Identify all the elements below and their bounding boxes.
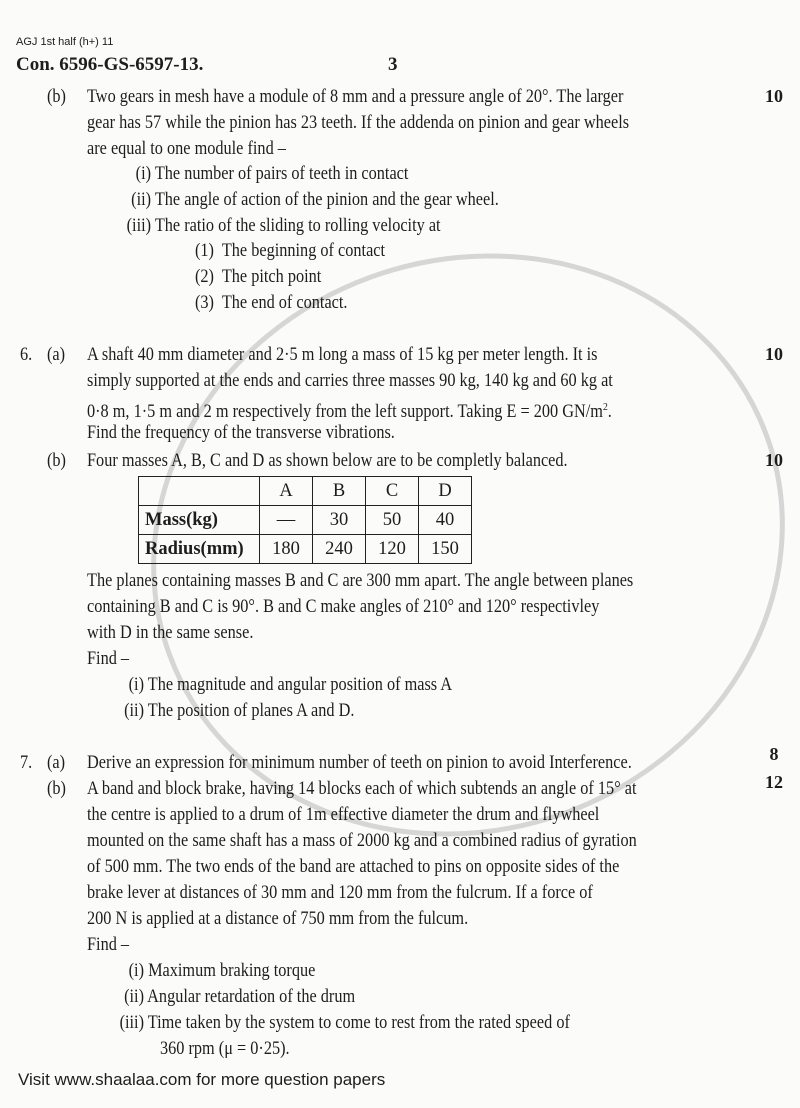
table-row: Radius(mm) 180 240 120 150 bbox=[139, 535, 472, 564]
masses-table bbox=[138, 476, 472, 564]
q7a-marks: 8 bbox=[769, 744, 779, 764]
q5b-line: gear has 57 while the pinion has 23 teeth. If the addenda on pinion and gear wheels bbox=[87, 113, 630, 133]
q6b-line: Find – bbox=[87, 649, 130, 669]
q7b-line: Find – bbox=[87, 935, 130, 955]
q7b-line: the centre is applied to a drum of 1m effective diameter the drum and flywheel bbox=[87, 805, 600, 825]
q7b-continuation: 360 rpm (μ = 0·25). bbox=[160, 1039, 290, 1059]
q7-number: 7. bbox=[20, 753, 33, 773]
q6b-item: (ii) The position of planes A and D. bbox=[124, 701, 355, 721]
q7b-line: brake lever at distances of 30 mm and 120 mm from the fulcrum. If a force of bbox=[87, 883, 593, 903]
q5b-line: are equal to one module find – bbox=[87, 139, 286, 159]
q7b-line: A band and block brake, having 14 blocks each of which subtends an angle of 15° at bbox=[87, 779, 637, 799]
q7b-line: of 500 mm. The two ends of the band are attached to pins on opposite sides of the bbox=[87, 857, 620, 877]
q6a-line: Find the frequency of the transverse vibrations. bbox=[87, 423, 395, 443]
q7b-item: (ii) Angular retardation of the drum bbox=[124, 987, 356, 1007]
q5b-item: (ii) The angle of action of the pinion and the gear wheel. bbox=[131, 190, 499, 210]
q7b-label: (b) bbox=[47, 779, 66, 799]
q7b-line: 200 N is applied at a distance of 750 mm from the fulcum. bbox=[87, 909, 469, 929]
q6b-marks: 10 bbox=[765, 450, 783, 470]
q6b-item: (i) The magnitude and angular position of mass A bbox=[128, 675, 453, 695]
q6a-label: (a) bbox=[47, 345, 66, 365]
q7a-text: Derive an expression for minimum number of teeth on pinion to avoid Interference. bbox=[87, 753, 632, 773]
con-number: Con. 6596-GS-6597-13. bbox=[16, 54, 204, 75]
q7b-line: mounted on the same shaft has a mass of 2000 kg and a combined radius of gyration bbox=[87, 831, 637, 851]
q7b-item: (iii) Time taken by the system to come to rest from the rated speed of bbox=[119, 1013, 570, 1033]
q6b-line: with D in the same sense. bbox=[87, 623, 254, 643]
q6b-intro: Four masses A, B, C and D as shown below are to be completly balanced. bbox=[87, 451, 568, 471]
table-header-row: A B C D bbox=[139, 477, 472, 506]
page-number: 3 bbox=[388, 54, 398, 75]
q6-number: 6. bbox=[20, 345, 33, 365]
q5b-item: (i) The number of pairs of teeth in contact bbox=[135, 164, 409, 184]
q6b-label: (b) bbox=[47, 451, 66, 471]
q5b-marks: 10 bbox=[765, 86, 783, 106]
q6b-line: The planes containing masses B and C are 300 mm apart. The angle between planes bbox=[87, 571, 634, 591]
q5b-label: (b) bbox=[47, 87, 66, 107]
paper-code: AGJ 1st half (h+) 11 bbox=[16, 36, 114, 48]
q5b-line: Two gears in mesh have a module of 8 mm and a pressure angle of 20°. The larger bbox=[87, 87, 624, 107]
footer-link[interactable]: Visit www.shaalaa.com for more question papers bbox=[18, 1070, 386, 1089]
q7a-label: (a) bbox=[47, 753, 66, 773]
q6a-line: A shaft 40 mm diameter and 2·5 m long a mass of 15 kg per meter length. It is bbox=[87, 345, 598, 365]
q7b-item: (i) Maximum braking torque bbox=[128, 961, 316, 981]
q5b-subitem: (3) The end of contact. bbox=[195, 293, 348, 313]
q6b-line: containing B and C is 90°. B and C make angles of 210° and 120° respectivley bbox=[87, 597, 600, 617]
q5b-subitem: (1) The beginning of contact bbox=[195, 241, 386, 261]
q6a-marks: 10 bbox=[765, 344, 783, 364]
q5b-subitem: (2) The pitch point bbox=[195, 267, 322, 287]
q5b-item: (iii) The ratio of the sliding to rolling velocity at bbox=[126, 216, 441, 236]
q6a-line: 0·8 m, 1·5 m and 2 m respectively from the left support. Taking E = 200 $GN/m^2$. bbox=[87, 401, 612, 423]
table-row: Mass(kg) — 30 50 40 bbox=[139, 506, 472, 535]
q7b-marks: 12 bbox=[765, 772, 783, 792]
q6a-line: simply supported at the ends and carries three masses 90 kg, 140 kg and 60 kg at bbox=[87, 371, 613, 391]
